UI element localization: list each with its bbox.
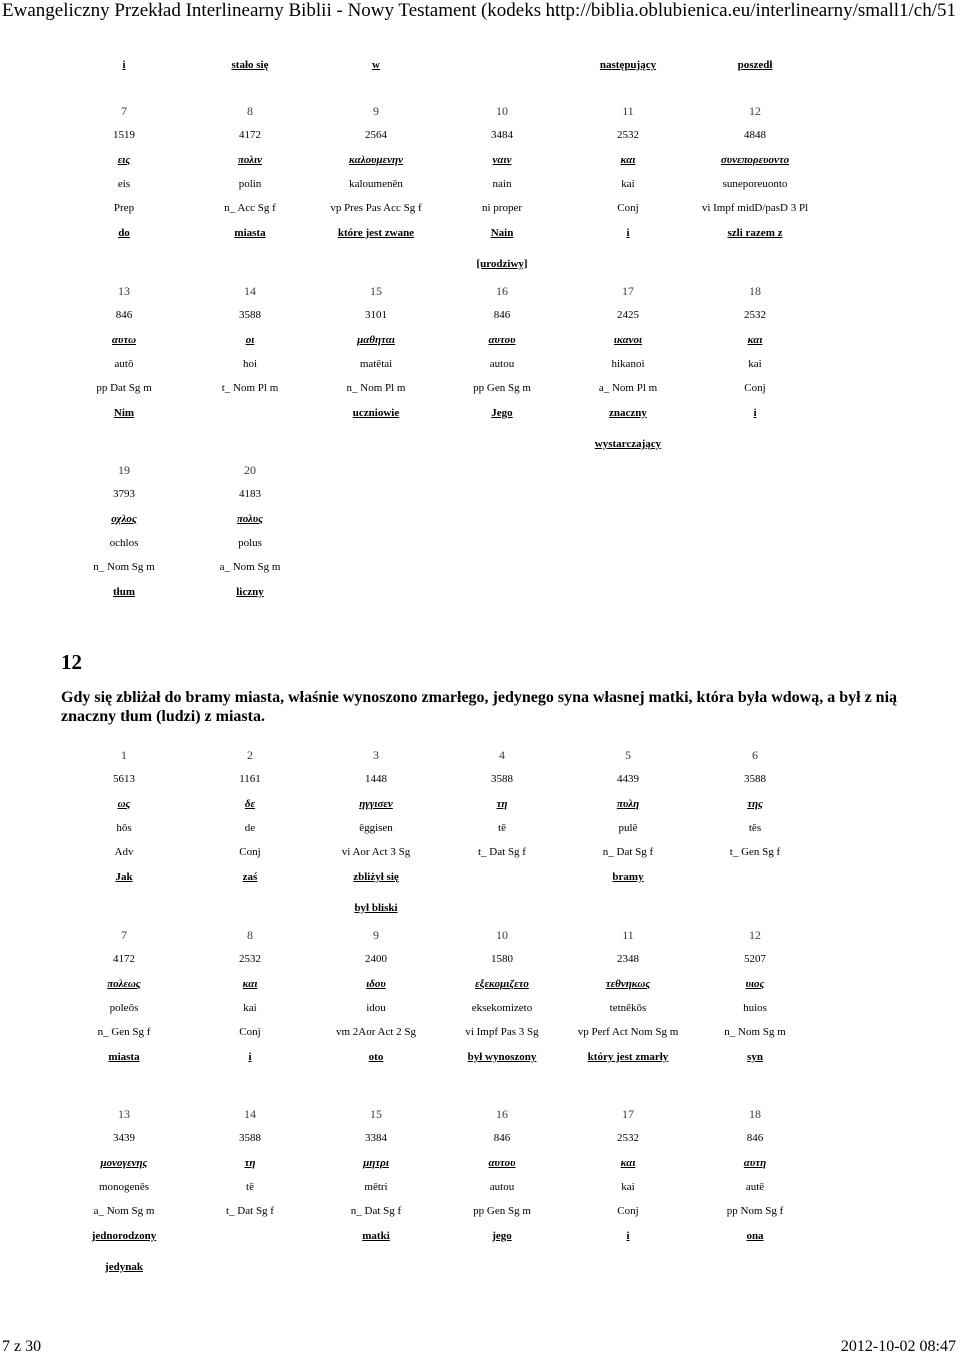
greek-row-cell[interactable]: και bbox=[620, 153, 636, 166]
translit-row bbox=[0, 1001, 960, 1015]
gloss-row bbox=[0, 1229, 960, 1243]
word-number-row-cell[interactable]: 15 bbox=[370, 1107, 382, 1121]
morph-row-cell: a_ Nom Pl m bbox=[598, 382, 658, 395]
gloss-row-cell[interactable]: Nain bbox=[490, 226, 514, 239]
gloss-row-cell[interactable]: Jak bbox=[115, 870, 133, 883]
gloss-row-cell[interactable]: jego bbox=[492, 1229, 512, 1242]
greek-row-cell[interactable]: ικανοι bbox=[613, 333, 643, 346]
morph-row-cell: Adv bbox=[114, 846, 134, 859]
greek-row-cell[interactable]: αυτου bbox=[488, 1156, 516, 1169]
gloss-row-cell[interactable]: tłum bbox=[113, 585, 135, 598]
greek-row-cell[interactable]: τη bbox=[496, 797, 508, 810]
morph-row bbox=[0, 201, 960, 215]
greek-row-cell[interactable]: και bbox=[747, 333, 763, 346]
greek-row bbox=[0, 797, 960, 811]
translit-row-cell: eksekomizeto bbox=[471, 1001, 533, 1014]
word-number-row-cell[interactable]: 11 bbox=[622, 928, 634, 942]
morph-row-cell: pp Gen Sg m bbox=[473, 1205, 531, 1218]
greek-row-cell[interactable]: μαθηται bbox=[357, 333, 395, 346]
translit-row-cell: polin bbox=[238, 177, 262, 190]
strongs-row-cell: 2532 bbox=[239, 953, 261, 966]
strongs-row-cell: 3588 bbox=[239, 309, 261, 322]
gloss-alt-row-cell[interactable]: wystarczający bbox=[594, 437, 662, 450]
word-number-row-cell[interactable]: 12 bbox=[749, 928, 761, 942]
strongs-row-cell: 846 bbox=[746, 1132, 764, 1145]
morph-row-cell: Conj bbox=[239, 846, 261, 859]
translit-row bbox=[0, 821, 960, 835]
gloss-row-cell[interactable]: do bbox=[118, 226, 130, 239]
word-number-row bbox=[0, 748, 960, 762]
morph-row-cell: vp Pres Pas Acc Sg f bbox=[330, 202, 422, 215]
translit-row-cell: huios bbox=[743, 1001, 767, 1014]
morph-row bbox=[0, 381, 960, 395]
translit-row-cell: monogenēs bbox=[98, 1180, 150, 1193]
strongs-row-cell: 1161 bbox=[239, 773, 261, 786]
gloss-row-cell[interactable]: który jest zmarły bbox=[587, 1050, 669, 1063]
translit-row bbox=[0, 357, 960, 371]
gloss-row bbox=[0, 1050, 960, 1064]
morph-row-cell: Conj bbox=[617, 202, 639, 215]
word-number-row-cell[interactable]: 4 bbox=[499, 748, 505, 762]
word-number-row-cell[interactable]: 9 bbox=[373, 928, 379, 942]
morph-row-cell: t_ Dat Sg f bbox=[478, 846, 526, 859]
greek-row-cell[interactable]: πολυς bbox=[236, 512, 264, 525]
greek-row-cell[interactable]: ηγγισεν bbox=[359, 797, 393, 810]
translit-row-cell: kaloumenēn bbox=[349, 177, 403, 190]
verse-text: Gdy się zbliżał do bramy miasta, właśnie wynoszono zmarłego, jedynego syna własnej matki, która była wdową, a był z nią znaczny tłum (ludzi) z miasta. bbox=[61, 689, 898, 725]
translit-row-cell: kai bbox=[243, 1001, 257, 1014]
strongs-row-cell: 5613 bbox=[113, 773, 135, 786]
word-number-row-cell[interactable]: 2 bbox=[247, 748, 253, 762]
translit-row-cell: matētai bbox=[359, 357, 393, 370]
greek-row-cell[interactable]: και bbox=[242, 977, 258, 990]
morph-row-cell: a_ Nom Sg m bbox=[219, 561, 281, 574]
greek-row-cell[interactable]: αυτη bbox=[743, 1156, 767, 1169]
gloss-row-cell[interactable]: miasta bbox=[234, 226, 266, 239]
gloss-alt-row bbox=[0, 1260, 960, 1274]
word-number-row-cell[interactable]: 17 bbox=[622, 1107, 634, 1121]
page-url[interactable]: http://biblia.oblubienica.eu/interlinearny/small1/ch/51 bbox=[545, 0, 956, 21]
greek-row-cell[interactable]: συνεπορευοντο bbox=[720, 153, 790, 166]
translit-row-cell: idou bbox=[366, 1001, 386, 1014]
gloss-row-cell[interactable]: poszedł bbox=[737, 59, 773, 71]
gloss-row-cell[interactable]: i bbox=[626, 226, 630, 239]
morph-row-cell: Prep bbox=[113, 202, 135, 215]
word-number-row-cell[interactable]: 16 bbox=[496, 1107, 508, 1121]
translit-row bbox=[0, 1180, 960, 1194]
gloss-alt-row bbox=[0, 901, 960, 915]
gloss-row-cell[interactable]: ona bbox=[746, 1229, 764, 1242]
word-number-row-cell[interactable]: 3 bbox=[373, 748, 379, 762]
morph-row-cell: Conj bbox=[744, 382, 766, 395]
gloss-row-cell[interactable]: i bbox=[248, 1050, 252, 1063]
gloss-row-cell[interactable]: miasta bbox=[108, 1050, 140, 1063]
strongs-row-cell: 2348 bbox=[617, 953, 639, 966]
strongs-row bbox=[0, 308, 960, 322]
gloss-row-cell[interactable]: zaś bbox=[242, 870, 258, 883]
greek-row-cell[interactable]: αυτω bbox=[111, 333, 137, 346]
morph-row-cell: n_ Dat Sg f bbox=[602, 846, 654, 859]
strongs-row-cell: 1580 bbox=[491, 953, 513, 966]
morph-row-cell: t_ Dat Sg f bbox=[226, 1205, 274, 1218]
translit-row-cell: kai bbox=[621, 1180, 635, 1193]
strongs-row-cell: 4183 bbox=[239, 488, 261, 501]
strongs-row bbox=[0, 772, 960, 786]
morph-row bbox=[0, 560, 960, 574]
word-number-row-cell[interactable]: 14 bbox=[244, 1107, 256, 1121]
word-number-row-cell[interactable]: 17 bbox=[622, 284, 634, 298]
translit-row-cell: autē bbox=[745, 1180, 765, 1193]
strongs-row-cell: 3588 bbox=[744, 773, 766, 786]
translit-row-cell: autō bbox=[114, 357, 134, 370]
strongs-row-cell: 846 bbox=[493, 309, 511, 322]
gloss-row-cell[interactable]: bramy bbox=[612, 870, 644, 883]
strongs-row-cell: 846 bbox=[115, 309, 133, 322]
word-number-row-cell[interactable]: 20 bbox=[244, 463, 256, 477]
gloss-row-cell[interactable]: oto bbox=[368, 1050, 384, 1063]
gloss-row-cell[interactable]: Jego bbox=[491, 406, 513, 419]
translit-row-cell: ochlos bbox=[109, 536, 139, 549]
translit-row-cell: suneporeuonto bbox=[722, 177, 788, 190]
word-number-row-cell[interactable]: 13 bbox=[118, 284, 130, 298]
word-number-row-cell[interactable]: 9 bbox=[373, 104, 379, 118]
morph-row-cell: n_ Nom Pl m bbox=[346, 382, 406, 395]
translit-row-cell: kai bbox=[621, 177, 635, 190]
gloss-row-cell[interactable]: syn bbox=[747, 1050, 763, 1063]
strongs-row-cell: 2564 bbox=[365, 129, 387, 142]
morph-row-cell: t_ Nom Pl m bbox=[221, 382, 279, 395]
morph-row bbox=[0, 1204, 960, 1218]
morph-row-cell: n_ Acc Sg f bbox=[224, 202, 276, 215]
browser-header bbox=[0, 0, 960, 22]
gloss-row-cell[interactable]: był wynoszony bbox=[467, 1050, 537, 1063]
word-number-row-cell[interactable]: 12 bbox=[749, 104, 761, 118]
print-datetime: 2012-10-02 08:47 bbox=[840, 1338, 956, 1355]
greek-row-cell[interactable]: και bbox=[620, 1156, 636, 1169]
morph-row-cell: n_ Nom Sg m bbox=[93, 561, 155, 574]
greek-row bbox=[0, 153, 960, 167]
gloss-row-cell[interactable]: znaczny bbox=[609, 406, 647, 419]
greek-row bbox=[0, 333, 960, 347]
greek-row-cell[interactable]: δε bbox=[244, 797, 256, 810]
morph-row-cell: Conj bbox=[617, 1205, 639, 1218]
greek-row-cell[interactable]: καλουμενην bbox=[349, 153, 403, 166]
greek-row-cell[interactable]: της bbox=[747, 797, 763, 810]
translit-row-cell: pulē bbox=[618, 821, 638, 834]
morph-row-cell: Conj bbox=[239, 1026, 261, 1039]
morph-row-cell: pp Gen Sg m bbox=[473, 382, 531, 395]
greek-row-cell[interactable]: πολιν bbox=[238, 153, 262, 166]
strongs-row-cell: 5207 bbox=[744, 953, 766, 966]
greek-row bbox=[0, 512, 960, 526]
word-number-row bbox=[0, 463, 960, 477]
gloss-row-cell[interactable]: i bbox=[626, 1229, 630, 1242]
morph-row-cell: pp Nom Sg f bbox=[726, 1205, 784, 1218]
greek-row-cell[interactable]: οχλος bbox=[111, 512, 137, 525]
word-number-row-cell[interactable]: 5 bbox=[625, 748, 631, 762]
strongs-row-cell: 4172 bbox=[113, 953, 135, 966]
word-number-row bbox=[0, 104, 960, 118]
translit-row-cell: tē bbox=[498, 821, 506, 834]
word-number-row-cell[interactable]: 15 bbox=[370, 284, 382, 298]
strongs-row-cell: 2532 bbox=[617, 129, 639, 142]
gloss-row-cell[interactable]: jednorodzony bbox=[91, 1229, 157, 1242]
translit-row bbox=[0, 536, 960, 550]
strongs-row-cell: 3793 bbox=[113, 488, 135, 501]
strongs-row-cell: 3588 bbox=[239, 1132, 261, 1145]
strongs-row-cell: 3588 bbox=[491, 773, 513, 786]
gloss-row-cell[interactable]: w bbox=[372, 59, 380, 71]
greek-row-cell[interactable]: μητρι bbox=[363, 1156, 389, 1169]
strongs-row bbox=[0, 487, 960, 501]
gloss-row-cell[interactable]: zbliżył się bbox=[353, 870, 399, 883]
page-title: Ewangeliczny Przekład Interlinearny Biblii - Nowy Testament (kodeks ... bbox=[2, 0, 561, 21]
translit-row-cell: eis bbox=[117, 177, 131, 190]
gloss-alt-row bbox=[0, 257, 960, 271]
strongs-row-cell: 3484 bbox=[491, 129, 513, 142]
strongs-row-cell: 4439 bbox=[617, 773, 639, 786]
translit-row-cell: hikanoi bbox=[611, 357, 645, 370]
gloss-row bbox=[0, 58, 960, 72]
word-number-row-cell[interactable]: 10 bbox=[496, 928, 508, 942]
strongs-row-cell: 2400 bbox=[365, 953, 387, 966]
strongs-row-cell: 2532 bbox=[744, 309, 766, 322]
greek-row bbox=[0, 1156, 960, 1170]
word-number-row-cell[interactable]: 8 bbox=[247, 928, 253, 942]
translit-row-cell: kai bbox=[748, 357, 762, 370]
strongs-row-cell: 4172 bbox=[239, 129, 261, 142]
gloss-row-cell[interactable]: Nim bbox=[113, 406, 135, 419]
gloss-row-cell[interactable]: matki bbox=[362, 1229, 390, 1242]
strongs-row bbox=[0, 1131, 960, 1145]
translit-row-cell: tēs bbox=[748, 821, 762, 834]
gloss-row-cell[interactable]: następujący bbox=[599, 59, 657, 71]
translit-row-cell: ēggisen bbox=[359, 821, 393, 834]
translit-row-cell: autou bbox=[489, 357, 515, 370]
morph-row-cell: vm 2Aor Act 2 Sg bbox=[335, 1026, 417, 1039]
greek-row-cell[interactable]: τεθνηκως bbox=[605, 977, 651, 990]
translit-row bbox=[0, 177, 960, 191]
gloss-row-cell[interactable]: szli razem z bbox=[727, 226, 783, 239]
greek-row bbox=[0, 977, 960, 991]
greek-row-cell[interactable]: αυτου bbox=[488, 333, 516, 346]
greek-row-cell[interactable]: πυλη bbox=[616, 797, 640, 810]
word-number-row bbox=[0, 1107, 960, 1121]
translit-row-cell: polus bbox=[238, 536, 262, 549]
word-number-row-cell[interactable]: 18 bbox=[749, 284, 761, 298]
translit-row-cell: poleōs bbox=[109, 1001, 139, 1014]
strongs-row-cell: 3101 bbox=[365, 309, 387, 322]
gloss-alt-row-cell[interactable]: był bliski bbox=[354, 901, 398, 914]
word-number-row-cell[interactable]: 11 bbox=[622, 104, 634, 118]
gloss-alt-row-cell[interactable]: [urodziwy] bbox=[476, 257, 528, 270]
word-number-row bbox=[0, 284, 960, 298]
greek-row-cell[interactable]: υιος bbox=[745, 977, 765, 990]
page-counter: 7 z 30 bbox=[2, 1338, 42, 1355]
morph-row-cell: n_ Dat Sg f bbox=[350, 1205, 402, 1218]
morph-row-cell: ni proper bbox=[481, 202, 522, 215]
greek-row-cell[interactable]: μονογενης bbox=[100, 1156, 148, 1169]
morph-row-cell: t_ Gen Sg f bbox=[729, 846, 781, 859]
morph-row-cell: a_ Nom Sg m bbox=[93, 1205, 155, 1218]
word-number-row-cell[interactable]: 1 bbox=[121, 748, 127, 762]
gloss-row bbox=[0, 226, 960, 240]
morph-row-cell: vi Impf midD/pasD 3 Pl bbox=[701, 202, 809, 215]
translit-row-cell: tē bbox=[246, 1180, 254, 1193]
strongs-row-cell: 3439 bbox=[113, 1132, 135, 1145]
morph-row bbox=[0, 845, 960, 859]
gloss-row bbox=[0, 406, 960, 420]
greek-row-cell[interactable]: πολεως bbox=[107, 977, 141, 990]
strongs-row-cell: 1448 bbox=[365, 773, 387, 786]
word-number-row-cell[interactable]: 10 bbox=[496, 104, 508, 118]
gloss-row-cell[interactable]: liczny bbox=[236, 585, 264, 598]
strongs-row bbox=[0, 952, 960, 966]
word-number-row-cell[interactable]: 6 bbox=[752, 748, 758, 762]
strongs-row-cell: 2425 bbox=[617, 309, 639, 322]
greek-row-cell[interactable]: οι bbox=[245, 333, 255, 346]
morph-row-cell: n_ Gen Sg f bbox=[97, 1026, 151, 1039]
verse-number: 12 bbox=[61, 650, 82, 674]
translit-row-cell: de bbox=[244, 821, 256, 834]
translit-row-cell: tetnēkōs bbox=[609, 1001, 647, 1014]
gloss-row-cell[interactable]: które jest zwane bbox=[337, 226, 415, 239]
gloss-row-cell[interactable]: uczniowie bbox=[352, 406, 400, 419]
word-number-row-cell[interactable]: 7 bbox=[121, 928, 127, 942]
gloss-alt-row bbox=[0, 437, 960, 451]
morph-row-cell: pp Dat Sg m bbox=[96, 382, 152, 395]
word-number-row-cell[interactable]: 18 bbox=[749, 1107, 761, 1121]
strongs-row-cell: 4848 bbox=[744, 129, 766, 142]
translit-row-cell: hoi bbox=[242, 357, 258, 370]
translit-row-cell: nain bbox=[492, 177, 512, 190]
word-number-row-cell[interactable]: 19 bbox=[118, 463, 130, 477]
morph-row-cell: vi Aor Act 3 Sg bbox=[341, 846, 411, 859]
morph-row bbox=[0, 1025, 960, 1039]
gloss-row bbox=[0, 870, 960, 884]
gloss-row-cell[interactable]: i bbox=[122, 59, 126, 71]
gloss-row-cell[interactable]: stało się bbox=[231, 59, 269, 71]
greek-row-cell[interactable]: ναιν bbox=[492, 153, 512, 166]
word-number-row-cell[interactable]: 14 bbox=[244, 284, 256, 298]
morph-row-cell: vp Perf Act Nom Sg m bbox=[577, 1026, 679, 1039]
greek-row-cell[interactable]: ως bbox=[117, 797, 131, 810]
strongs-row-cell: 846 bbox=[493, 1132, 511, 1145]
translit-row-cell: hōs bbox=[116, 821, 132, 834]
gloss-alt-row-cell[interactable]: jedynak bbox=[105, 1260, 143, 1273]
strongs-row bbox=[0, 128, 960, 142]
greek-row-cell[interactable]: εις bbox=[117, 153, 131, 166]
word-number-row-cell[interactable]: 8 bbox=[247, 104, 253, 118]
greek-row-cell[interactable]: εξεκομιζετο bbox=[475, 977, 529, 990]
translit-row-cell: mētri bbox=[364, 1180, 388, 1193]
strongs-row-cell: 1519 bbox=[113, 129, 135, 142]
word-number-row-cell[interactable]: 7 bbox=[121, 104, 127, 118]
morph-row-cell: n_ Nom Sg m bbox=[724, 1026, 786, 1039]
word-number-row-cell[interactable]: 13 bbox=[118, 1107, 130, 1121]
word-number-row-cell[interactable]: 16 bbox=[496, 284, 508, 298]
greek-row-cell[interactable]: ιδου bbox=[366, 977, 386, 990]
strongs-row-cell: 3384 bbox=[365, 1132, 387, 1145]
strongs-row-cell: 2532 bbox=[617, 1132, 639, 1145]
greek-row-cell[interactable]: τη bbox=[244, 1156, 256, 1169]
gloss-row bbox=[0, 585, 960, 599]
morph-row-cell: vi Impf Pas 3 Sg bbox=[465, 1026, 539, 1039]
translit-row-cell: autou bbox=[489, 1180, 515, 1193]
gloss-row-cell[interactable]: i bbox=[753, 406, 757, 419]
word-number-row bbox=[0, 928, 960, 942]
